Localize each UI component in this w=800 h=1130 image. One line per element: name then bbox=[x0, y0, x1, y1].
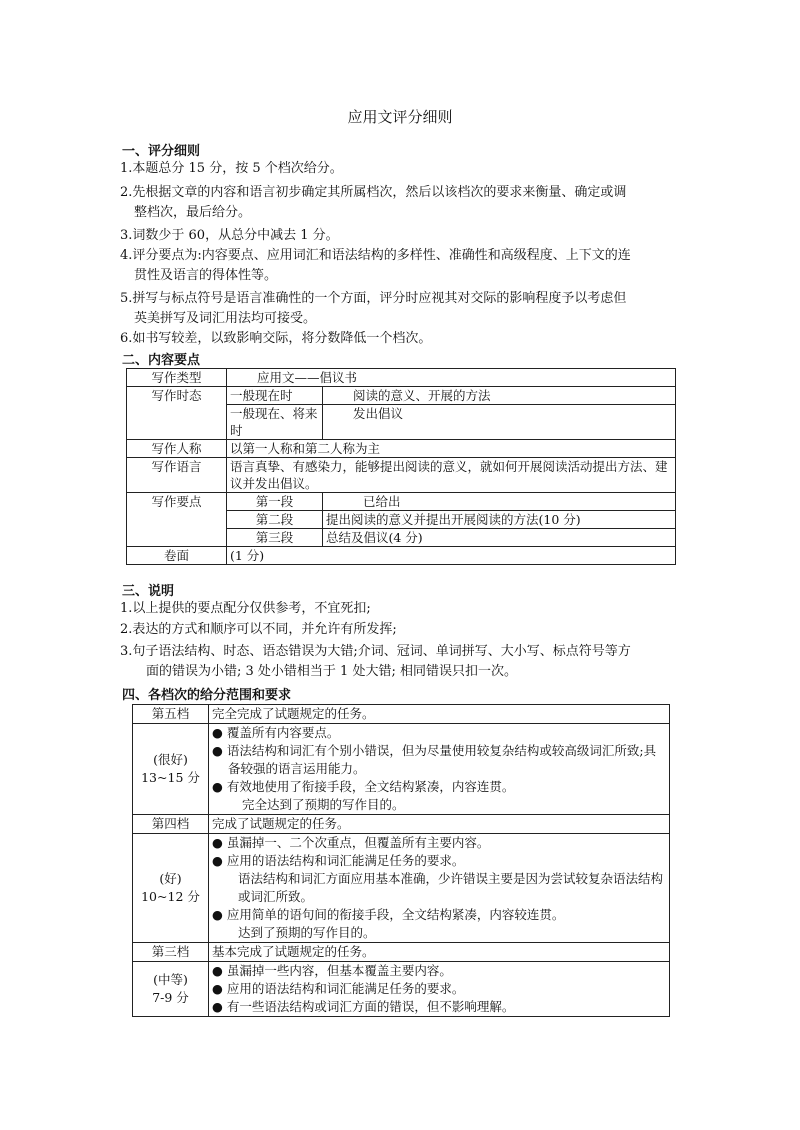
rule-6: 6.如书写较差，以致影响交际，将分数降低一个档次。 bbox=[120, 331, 432, 346]
table-row bbox=[127, 369, 676, 387]
tense-1: 一般现在时 bbox=[227, 387, 323, 405]
grade-3-range: 7-9 分 bbox=[152, 990, 189, 1005]
points-label: 写作要点 bbox=[127, 493, 227, 547]
section-heading-content-points: 二、内容要点 bbox=[122, 353, 201, 368]
paragraph-3: 第三段 bbox=[227, 529, 323, 547]
grade-5-criteria bbox=[209, 724, 670, 815]
person-label: 写作人称 bbox=[127, 440, 227, 458]
type-label: 写作类型 bbox=[127, 369, 227, 387]
table-row bbox=[133, 705, 670, 724]
paragraph-2: 第二段 bbox=[227, 511, 323, 529]
list-item: ● 虽漏掉一些内容，但基本覆盖主要内容。 bbox=[212, 963, 452, 978]
grade-5-score bbox=[133, 724, 209, 815]
neatness-value: (1 分) bbox=[227, 547, 676, 565]
section-heading-scoring-rules: 一、评分细则 bbox=[122, 144, 201, 159]
language-label: 写作语言 bbox=[127, 458, 227, 493]
paragraph-3-value: 总结及倡议(4 分) bbox=[323, 529, 676, 547]
section-heading-notes: 三、说明 bbox=[122, 584, 175, 599]
rule-4: 4.评分要点为:内容要点、应用词汇和语法结构的多样性、准确性和高级程度、上下文的连 贯性及语言的得体性等。 bbox=[120, 248, 631, 283]
grade-levels-table bbox=[132, 704, 670, 1017]
grade-3-score bbox=[133, 962, 209, 1017]
grade-4-score bbox=[133, 834, 209, 943]
rule-2: 2.先根据文章的内容和语言初步确定其所属档次，然后以该档次的要求来衡量、确定或调 整档次，最后给分。 bbox=[120, 185, 627, 220]
grade-5-name: 第五档 bbox=[133, 705, 209, 724]
rule-1: 1.本题总分 15 分，按 5 个档次给分。 bbox=[120, 161, 343, 176]
grade-5-range: 13~15 分 bbox=[141, 770, 200, 785]
table-row bbox=[127, 440, 676, 458]
grade-3-criteria bbox=[209, 962, 670, 1017]
person-value: 以第一人称和第二人称为主 bbox=[227, 440, 676, 458]
tense-2-usage: 发出倡议 bbox=[323, 405, 676, 440]
content-points-table bbox=[126, 368, 676, 565]
rule-5: 5.拼写与标点符号是语言准确性的一个方面，评分时应视其对交际的影响程度予以考虑但 英美拼写及词汇用法均可接受。 bbox=[120, 291, 627, 326]
list-item-continuation: 达到了预期的写作目的。 bbox=[238, 925, 376, 940]
grade-4-name: 第四档 bbox=[133, 815, 209, 834]
note-2: 2.表达的方式和顺序可以不同，并允许有所发挥; bbox=[120, 622, 397, 637]
note-3: 3.句子语法结构、时态、语态错误为大错;介词、冠词、单词拼写、大小写、标点符号等方 面的错误为小错; 3 处小错相当于 1 处大错; 相同错误只扣一次。 bbox=[120, 644, 631, 679]
table-row bbox=[133, 724, 670, 815]
list-item: ● 有一些语法结构或词汇方面的错误，但不影响理解。 bbox=[212, 999, 515, 1014]
note-1: 1.以上提供的要点配分仅供参考，不宜死扣; bbox=[120, 601, 371, 616]
tense-2: 一般现在、将来时 bbox=[227, 405, 323, 440]
paragraph-1-value: 已给出 bbox=[323, 493, 676, 511]
page-title: 应用文评分细则 bbox=[347, 108, 453, 126]
grade-4-range: 10~12 分 bbox=[141, 889, 200, 904]
list-item-continuation: 语法结构和词汇方面应用基本准确，少许错误主要是因为尝试较复杂语法结构或词汇所致。 bbox=[238, 871, 664, 904]
grade-3-name: 第三档 bbox=[133, 943, 209, 962]
list-item: ● 应用的语法结构和词汇能满足任务的要求。 bbox=[212, 981, 465, 996]
table-row bbox=[133, 834, 670, 943]
table-row bbox=[127, 458, 676, 493]
table-row bbox=[133, 943, 670, 962]
language-value: 语言真挚、有感染力，能够提出阅读的意义，就如何开展阅读活动提出方法、建议并发出倡议。 bbox=[227, 458, 676, 493]
list-item: ● 应用简单的语句间的衔接手段，全文结构紧凑，内容较连贯。 bbox=[212, 907, 565, 922]
tense-1-usage: 阅读的意义、开展的方法 bbox=[323, 387, 676, 405]
paragraph-1: 第一段 bbox=[227, 493, 323, 511]
list-item: ● 应用的语法结构和词汇能满足任务的要求。 bbox=[212, 853, 465, 868]
grade-3-heading: 基本完成了试题规定的任务。 bbox=[209, 943, 670, 962]
table-row bbox=[133, 815, 670, 834]
paragraph-2-value: 提出阅读的意义并提出开展阅读的方法(10 分) bbox=[323, 511, 676, 529]
section-heading-grade-levels: 四、各档次的给分范围和要求 bbox=[122, 688, 292, 703]
grade-5-level: (很好) bbox=[153, 752, 188, 767]
table-row bbox=[133, 962, 670, 1017]
list-item: ● 覆盖所有内容要点。 bbox=[212, 725, 340, 740]
grade-4-heading: 完成了试题规定的任务。 bbox=[209, 815, 670, 834]
grade-4-criteria bbox=[209, 834, 670, 943]
table-row bbox=[127, 387, 676, 405]
table-row bbox=[127, 547, 676, 565]
table-row bbox=[127, 493, 676, 511]
list-item: ● 虽漏掉一、二个次重点，但覆盖所有主要内容。 bbox=[212, 835, 490, 850]
grade-5-heading: 完全完成了试题规定的任务。 bbox=[209, 705, 670, 724]
list-item: ● 有效地使用了衔接手段，全文结构紧凑，内容连贯。 bbox=[212, 779, 515, 794]
grade-3-level: (中等) bbox=[153, 972, 188, 987]
list-item: ● 语法结构和词汇有个别小错误，但为尽量使用较复杂结构或较高级词汇所致;具备较强的语言运用能力。 bbox=[212, 743, 657, 776]
type-value: 应用文——倡议书 bbox=[227, 369, 676, 387]
tense-label: 写作时态 bbox=[127, 387, 227, 440]
neatness-label: 卷面 bbox=[127, 547, 227, 565]
grade-4-level: (好) bbox=[159, 871, 182, 886]
list-item-continuation: 完全达到了预期的写作目的。 bbox=[242, 797, 405, 812]
rule-3: 3.词数少于 60，从总分中减去 1 分。 bbox=[120, 228, 339, 243]
